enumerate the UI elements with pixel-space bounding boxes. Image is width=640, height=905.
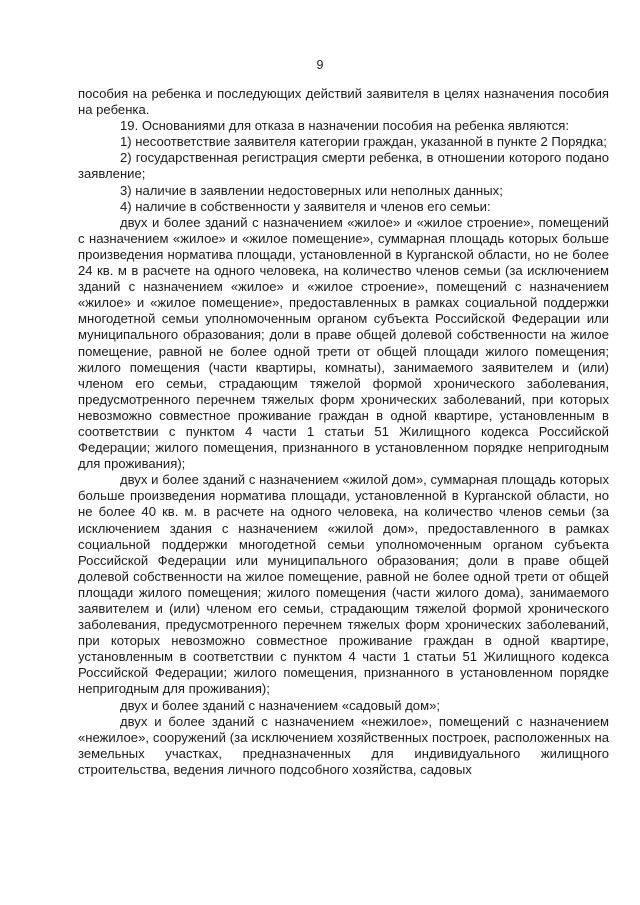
- list-item-3: 3) наличие в заявлении недостоверных или неполных данных;: [120, 182, 503, 198]
- paragraph-residential-houses: двух и более зданий с назначением «жилой дом», суммарная площадь которых больше произведения норматива площади, установленной в Курганской области, но не более 40 кв. м. в расчете на одного человека, на количество членов семьи (за исключением здания с назначением «жилой дом», предоставленного в рамках социальной поддержки многодетной семьи уполномоченным органом субъекта Российской Федерации или муниципального образования; доли в праве общей долевой собственности на жилое помещение, равной не более одной трети от общей площади жилого помещения; жилого помещения (части жилого дома), занимаемого заявителем и (или) членом его семьи, страдающим тяжелой формой хронического заболевания, предусмотренного перечнем тяжелых форм хронических заболеваний, при которых невозможно совместное проживание граждан в одной квартире, установленным в соответствии с пунктом 4 части 1 статьи 51 Жилищного кодекса Российской Федерации; жилого помещения, признанного в установленном порядке непригодным для проживания);: [78, 472, 609, 697]
- list-item-2: 2) государственная регистрация смерти ребенка, в отношении которого подано заявление;: [78, 150, 609, 182]
- paragraph-non-residential: двух и более зданий с назначением «нежилое», помещений с назначением «нежилое», сооружений (за исключением хозяйственных построек, расположенных на земельных участках, предназначенных для индивидуального жилищного строительства, ведения личного подсобного хозяйства, садовых: [78, 713, 609, 777]
- paragraph-garden-houses: двух и более зданий с назначением «садовый дом»;: [120, 697, 441, 713]
- list-item-1: 1) несоответствие заявителя категории граждан, указанной в пункте 2 Порядка;: [120, 134, 607, 150]
- page-number: 9: [316, 58, 324, 72]
- paragraph-continuation: пособия на ребенка и последующих действий заявителя в целях назначения пособия на ребенка.: [78, 86, 609, 118]
- paragraph-clause-19: 19. Основаниями для отказа в назначении пособия на ребенка являются:: [120, 118, 570, 134]
- paragraph-residential-buildings: двух и более зданий с назначением «жилое» и «жилое строение», помещений с назначением «жилое» и «жилое помещение», суммарная площадь которых больше произведения норматива площади, установленной в Курганской области, но не более 24 кв. м в расчете на одного человека, на количество членов семьи (за исключением зданий с назначением «жилое» и «жилое строение», помещений с назначением «жилое» и «жилое помещение», предоставленных в рамках социальной поддержки многодетной семьи уполномоченным органом субъекта Российской Федерации или муниципального образования; доли в праве общей долевой собственности на жилое помещение, равной не более одной трети от общей площади жилого помещения; жилого помещения (части квартиры, комнаты), занимаемого заявителем и (или) членом его семьи, страдающим тяжелой формой хронического заболевания, предусмотренного перечнем тяжелых форм хронических заболеваний, при которых невозможно совместное проживание граждан в одной квартире, установленным в соответствии с пунктом 4 части 1 статьи 51 Жилищного кодекса Российской Федерации; жилого помещения, признанного в установленном порядке непригодным для проживания);: [78, 214, 609, 472]
- document-body: [78, 86, 609, 778]
- list-item-4: 4) наличие в собственности у заявителя и членов его семьи:: [120, 198, 491, 214]
